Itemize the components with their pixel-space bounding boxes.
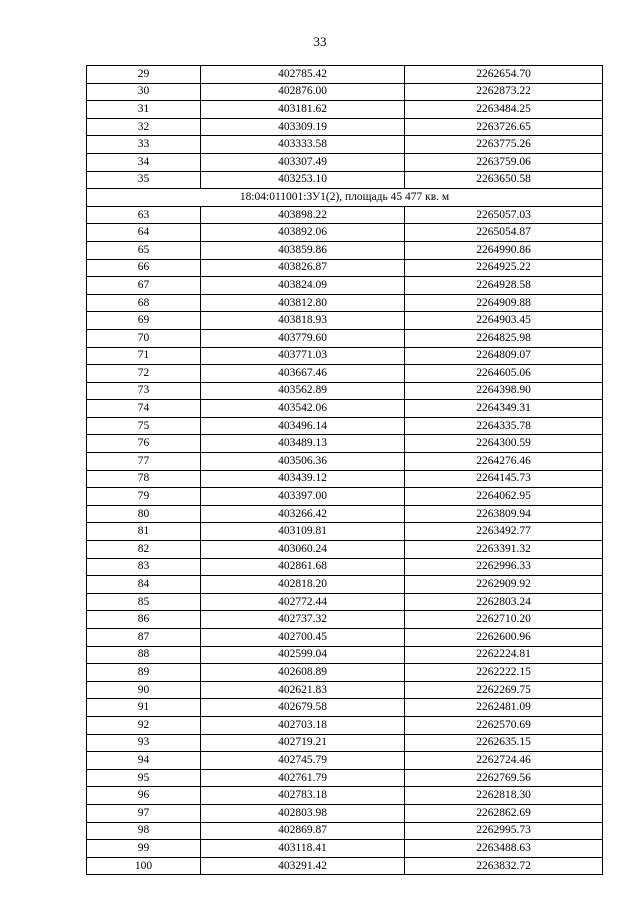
x-coordinate-cell: 402772.44: [201, 593, 405, 611]
table-row: [87, 101, 603, 119]
table-row: [87, 734, 603, 752]
x-coordinate-cell: 403489.13: [201, 435, 405, 453]
x-coordinate-cell: 402703.18: [201, 716, 405, 734]
x-coordinate-cell: 403667.46: [201, 365, 405, 383]
x-coordinate-cell: 402608.89: [201, 664, 405, 682]
point-number-cell: 69: [87, 312, 201, 330]
point-number-cell: 98: [87, 822, 201, 840]
coordinates-table-body-upper: [87, 66, 603, 189]
point-number-cell: 32: [87, 118, 201, 136]
y-coordinate-cell: 2263832.72: [405, 857, 603, 875]
x-coordinate-cell: 403253.10: [201, 171, 405, 189]
x-coordinate-cell: 402869.87: [201, 822, 405, 840]
y-coordinate-cell: 2264903.45: [405, 312, 603, 330]
section-heading: 18:04:011001:ЗУ1(2), площадь 45 477 кв. м: [87, 189, 603, 207]
y-coordinate-cell: 2262996.33: [405, 558, 603, 576]
x-coordinate-cell: 402679.58: [201, 699, 405, 717]
x-coordinate-cell: 403562.89: [201, 382, 405, 400]
point-number-cell: 78: [87, 470, 201, 488]
y-coordinate-cell: 2265054.87: [405, 224, 603, 242]
table-row: [87, 136, 603, 154]
point-number-cell: 65: [87, 241, 201, 259]
y-coordinate-cell: 2262803.24: [405, 593, 603, 611]
x-coordinate-cell: 403309.19: [201, 118, 405, 136]
point-number-cell: 67: [87, 277, 201, 295]
table-row: [87, 206, 603, 224]
y-coordinate-cell: 2264605.06: [405, 365, 603, 383]
table-row: [87, 787, 603, 805]
y-coordinate-cell: 2262873.22: [405, 83, 603, 101]
table-row: [87, 66, 603, 84]
table-row: [87, 611, 603, 629]
y-coordinate-cell: 2263775.26: [405, 136, 603, 154]
point-number-cell: 87: [87, 629, 201, 647]
section-heading-row: [87, 189, 603, 207]
table-row: [87, 699, 603, 717]
y-coordinate-cell: 2265057.03: [405, 206, 603, 224]
y-coordinate-cell: 2262769.56: [405, 769, 603, 787]
y-coordinate-cell: 2263650.58: [405, 171, 603, 189]
table-row: [87, 224, 603, 242]
point-number-cell: 83: [87, 558, 201, 576]
point-number-cell: 72: [87, 365, 201, 383]
point-number-cell: 94: [87, 752, 201, 770]
x-coordinate-cell: 403812.80: [201, 294, 405, 312]
point-number-cell: 74: [87, 400, 201, 418]
table-row: [87, 277, 603, 295]
x-coordinate-cell: 402785.42: [201, 66, 405, 84]
y-coordinate-cell: 2263726.65: [405, 118, 603, 136]
x-coordinate-cell: 403824.09: [201, 277, 405, 295]
x-coordinate-cell: 402599.04: [201, 646, 405, 664]
x-coordinate-cell: 403307.49: [201, 153, 405, 171]
x-coordinate-cell: 403771.03: [201, 347, 405, 365]
y-coordinate-cell: 2264990.86: [405, 241, 603, 259]
point-number-cell: 95: [87, 769, 201, 787]
x-coordinate-cell: 403496.14: [201, 417, 405, 435]
x-coordinate-cell: 403266.42: [201, 505, 405, 523]
x-coordinate-cell: 403898.22: [201, 206, 405, 224]
point-number-cell: 75: [87, 417, 201, 435]
table-row: [87, 312, 603, 330]
point-number-cell: 89: [87, 664, 201, 682]
x-coordinate-cell: 402783.18: [201, 787, 405, 805]
x-coordinate-cell: 402719.21: [201, 734, 405, 752]
y-coordinate-cell: 2263488.63: [405, 840, 603, 858]
y-coordinate-cell: 2262654.70: [405, 66, 603, 84]
point-number-cell: 64: [87, 224, 201, 242]
table-row: [87, 259, 603, 277]
y-coordinate-cell: 2264335.78: [405, 417, 603, 435]
table-row: [87, 541, 603, 559]
x-coordinate-cell: 403060.24: [201, 541, 405, 559]
x-coordinate-cell: 402761.79: [201, 769, 405, 787]
point-number-cell: 92: [87, 716, 201, 734]
table-row: [87, 153, 603, 171]
point-number-cell: 81: [87, 523, 201, 541]
point-number-cell: 91: [87, 699, 201, 717]
x-coordinate-cell: 402745.79: [201, 752, 405, 770]
y-coordinate-cell: 2262481.09: [405, 699, 603, 717]
x-coordinate-cell: 403118.41: [201, 840, 405, 858]
table-row: [87, 629, 603, 647]
x-coordinate-cell: 403333.58: [201, 136, 405, 154]
point-number-cell: 86: [87, 611, 201, 629]
y-coordinate-cell: 2262995.73: [405, 822, 603, 840]
y-coordinate-cell: 2263492.77: [405, 523, 603, 541]
point-number-cell: 34: [87, 153, 201, 171]
x-coordinate-cell: 402621.83: [201, 681, 405, 699]
y-coordinate-cell: 2262818.30: [405, 787, 603, 805]
x-coordinate-cell: 403506.36: [201, 453, 405, 471]
y-coordinate-cell: 2262724.46: [405, 752, 603, 770]
table-row: [87, 804, 603, 822]
table-row: [87, 523, 603, 541]
table-row: [87, 505, 603, 523]
x-coordinate-cell: 403779.60: [201, 329, 405, 347]
y-coordinate-cell: 2264276.46: [405, 453, 603, 471]
table-row: [87, 329, 603, 347]
point-number-cell: 31: [87, 101, 201, 119]
x-coordinate-cell: 403109.81: [201, 523, 405, 541]
y-coordinate-cell: 2264825.98: [405, 329, 603, 347]
point-number-cell: 99: [87, 840, 201, 858]
point-number-cell: 85: [87, 593, 201, 611]
y-coordinate-cell: 2262710.20: [405, 611, 603, 629]
y-coordinate-cell: 2262909.92: [405, 576, 603, 594]
table-row: [87, 453, 603, 471]
x-coordinate-cell: 402861.68: [201, 558, 405, 576]
table-row: [87, 382, 603, 400]
table-row: [87, 752, 603, 770]
point-number-cell: 35: [87, 171, 201, 189]
point-number-cell: 80: [87, 505, 201, 523]
point-number-cell: 90: [87, 681, 201, 699]
table-row: [87, 646, 603, 664]
point-number-cell: 66: [87, 259, 201, 277]
y-coordinate-cell: 2262269.75: [405, 681, 603, 699]
table-row: [87, 576, 603, 594]
table-row: [87, 347, 603, 365]
point-number-cell: 71: [87, 347, 201, 365]
point-number-cell: 77: [87, 453, 201, 471]
table-row: [87, 681, 603, 699]
table-row: [87, 83, 603, 101]
x-coordinate-cell: 403397.00: [201, 488, 405, 506]
x-coordinate-cell: 402700.45: [201, 629, 405, 647]
point-number-cell: 33: [87, 136, 201, 154]
y-coordinate-cell: 2263391.32: [405, 541, 603, 559]
table-row: [87, 171, 603, 189]
x-coordinate-cell: 403859.86: [201, 241, 405, 259]
point-number-cell: 82: [87, 541, 201, 559]
table-row: [87, 857, 603, 875]
point-number-cell: 88: [87, 646, 201, 664]
point-number-cell: 79: [87, 488, 201, 506]
x-coordinate-cell: 403818.93: [201, 312, 405, 330]
point-number-cell: 93: [87, 734, 201, 752]
point-number-cell: 100: [87, 857, 201, 875]
coordinates-table-body-lower: [87, 206, 603, 875]
section-heading-group: [87, 189, 603, 207]
y-coordinate-cell: 2262224.81: [405, 646, 603, 664]
point-number-cell: 73: [87, 382, 201, 400]
point-number-cell: 76: [87, 435, 201, 453]
table-row: [87, 417, 603, 435]
table-row: [87, 365, 603, 383]
y-coordinate-cell: 2264062.95: [405, 488, 603, 506]
x-coordinate-cell: 403892.06: [201, 224, 405, 242]
y-coordinate-cell: 2264909.88: [405, 294, 603, 312]
x-coordinate-cell: 402803.98: [201, 804, 405, 822]
table-row: [87, 840, 603, 858]
table-row: [87, 241, 603, 259]
table-row: [87, 822, 603, 840]
y-coordinate-cell: 2262862.69: [405, 804, 603, 822]
x-coordinate-cell: 403542.06: [201, 400, 405, 418]
point-number-cell: 68: [87, 294, 201, 312]
y-coordinate-cell: 2264349.31: [405, 400, 603, 418]
table-row: [87, 118, 603, 136]
y-coordinate-cell: 2264145.73: [405, 470, 603, 488]
x-coordinate-cell: 403181.62: [201, 101, 405, 119]
y-coordinate-cell: 2264928.58: [405, 277, 603, 295]
table-row: [87, 488, 603, 506]
y-coordinate-cell: 2263484.25: [405, 101, 603, 119]
y-coordinate-cell: 2262222.15: [405, 664, 603, 682]
y-coordinate-cell: 2262570.69: [405, 716, 603, 734]
coordinates-table: [86, 65, 603, 875]
table-row: [87, 470, 603, 488]
table-row: [87, 716, 603, 734]
x-coordinate-cell: 403291.42: [201, 857, 405, 875]
point-number-cell: 30: [87, 83, 201, 101]
y-coordinate-cell: 2264300.59: [405, 435, 603, 453]
table-row: [87, 593, 603, 611]
table-row: [87, 769, 603, 787]
y-coordinate-cell: 2262600.96: [405, 629, 603, 647]
x-coordinate-cell: 402876.00: [201, 83, 405, 101]
table-row: [87, 435, 603, 453]
y-coordinate-cell: 2264398.90: [405, 382, 603, 400]
x-coordinate-cell: 403439.12: [201, 470, 405, 488]
point-number-cell: 63: [87, 206, 201, 224]
point-number-cell: 97: [87, 804, 201, 822]
table-row: [87, 294, 603, 312]
x-coordinate-cell: 402737.32: [201, 611, 405, 629]
y-coordinate-cell: 2263759.06: [405, 153, 603, 171]
point-number-cell: 70: [87, 329, 201, 347]
point-number-cell: 29: [87, 66, 201, 84]
x-coordinate-cell: 402818.20: [201, 576, 405, 594]
table-row: [87, 400, 603, 418]
y-coordinate-cell: 2262635.15: [405, 734, 603, 752]
x-coordinate-cell: 403826.87: [201, 259, 405, 277]
table-row: [87, 664, 603, 682]
y-coordinate-cell: 2264809.07: [405, 347, 603, 365]
table-row: [87, 558, 603, 576]
point-number-cell: 96: [87, 787, 201, 805]
y-coordinate-cell: 2263809.94: [405, 505, 603, 523]
point-number-cell: 84: [87, 576, 201, 594]
y-coordinate-cell: 2264925.22: [405, 259, 603, 277]
page-number: 33: [313, 34, 327, 49]
